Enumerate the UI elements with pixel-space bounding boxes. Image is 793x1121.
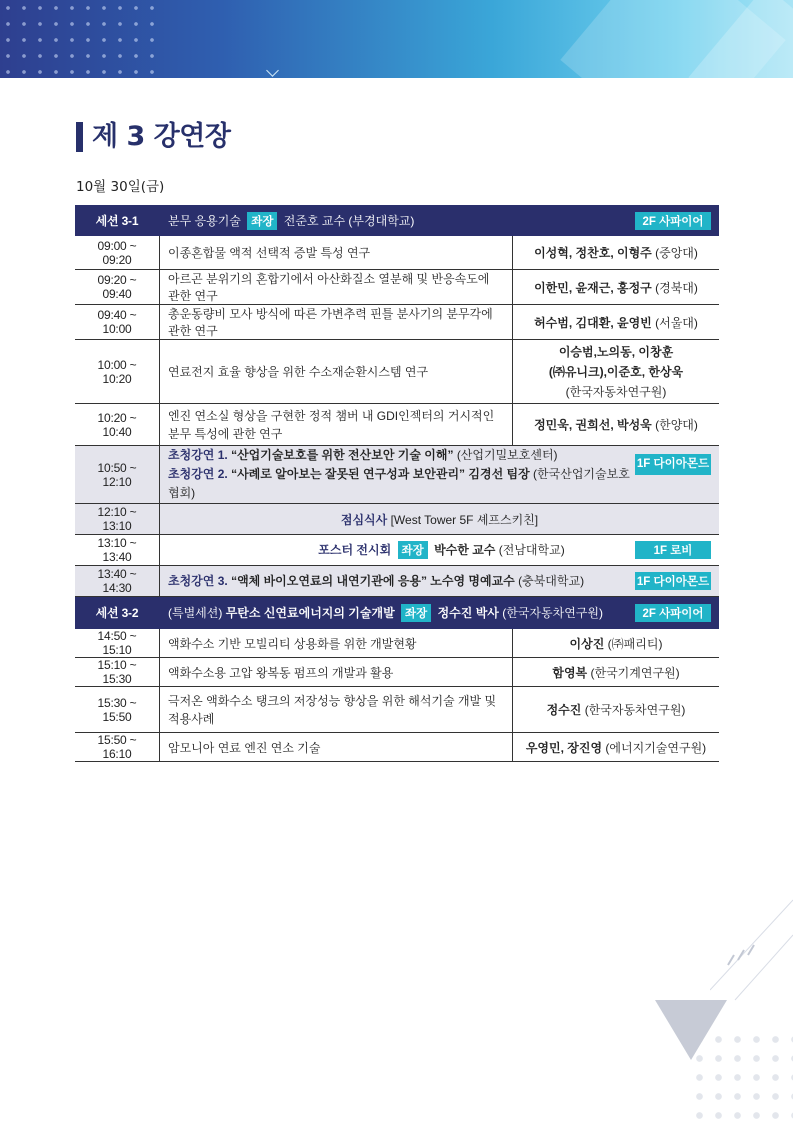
author-affiliation: (한국자동차연구원): [565, 384, 667, 399]
table-row: [75, 236, 719, 270]
author-affiliation: (한국기계연구원): [590, 665, 680, 680]
talk-authors: [513, 270, 720, 305]
page-title: 제 3 강연장: [92, 121, 231, 152]
time-slot: 15:30 ~ 15:50: [75, 687, 160, 733]
room-badge: 2F 사파이어: [635, 604, 711, 622]
session-header: [75, 597, 719, 629]
author-affiliation: (에너지기술연구원): [605, 740, 707, 755]
poster-chair: 박수한 교수: [434, 543, 496, 557]
author-names: 이성혁, 정찬호, 이형주: [534, 246, 652, 260]
invited-talk-row: [75, 566, 719, 597]
table-row: [75, 733, 719, 762]
talk-authors: [513, 305, 720, 340]
session-topic: 분무 응용기술: [168, 213, 241, 228]
author-names: 정수진: [546, 703, 582, 717]
chair-badge: 좌장: [401, 604, 431, 622]
session-chair: 정수진 박사: [437, 605, 499, 620]
invited-title: “산업기술보호를 위한 전산보안 기술 이해”: [231, 448, 454, 462]
talk-authors: [513, 340, 720, 404]
lunch-place: [West Tower 5F 셰프스키친]: [390, 512, 539, 527]
session-info: [160, 597, 720, 629]
session-prefix: (특별세션): [168, 605, 223, 620]
time-slot: 09:20 ~ 09:40: [75, 270, 160, 305]
time-slot: 09:40 ~ 10:00: [75, 305, 160, 340]
session-label: 세션 3-2: [75, 597, 160, 629]
chair-badge: 좌장: [247, 212, 277, 230]
table-row: [75, 270, 719, 305]
time-slot: 13:10 ~ 13:40: [75, 535, 160, 566]
schedule-date: 10월 30일(금): [76, 179, 165, 195]
invited-org: (충북대학교): [518, 574, 585, 588]
author-names: 이한민, 윤재근, 홍정구: [534, 280, 652, 295]
invited-talks: [160, 446, 720, 504]
time-slot: 15:50 ~ 16:10: [75, 733, 160, 762]
talk-authors: [513, 629, 720, 658]
talk-title: 연료전지 효율 향상을 위한 수소재순환시스템 연구: [160, 340, 513, 404]
table-row: [75, 687, 719, 733]
time-slot: 10:20 ~ 10:40: [75, 404, 160, 446]
room-badge: 1F 다이아몬드: [635, 572, 711, 590]
invited-title: “액체 바이오연료의 내연기관에 응용”: [231, 574, 427, 588]
room-badge: 1F 다이아몬드: [635, 454, 711, 475]
talk-authors: [513, 658, 720, 687]
author-affiliation: (서울대): [655, 315, 698, 330]
table-row: [75, 629, 719, 658]
lunch-info: [160, 504, 720, 535]
decorative-triangle: [655, 1000, 727, 1060]
talk-title: 아르곤 분위기의 혼합기에서 아산화질소 열분해 및 반응속도에 관한 연구: [160, 270, 513, 305]
author-names: 함영복: [552, 665, 588, 680]
author-names: 정민욱, 권희선, 박성욱: [534, 418, 652, 432]
time-slot: 12:10 ~ 13:10: [75, 504, 160, 535]
talk-authors: [513, 404, 720, 446]
room-badge: 2F 사파이어: [635, 212, 711, 230]
poster-info: [160, 535, 720, 566]
author-affiliation: (㈜패리티): [607, 636, 663, 651]
invited-speaker: 노수영 명예교수: [430, 574, 515, 588]
time-slot: 10:50 ~ 12:10: [75, 446, 160, 504]
invited-talk-1: [168, 446, 711, 465]
author-affiliation: (경북대): [655, 280, 698, 295]
session-org: (한국자동차연구원): [502, 605, 603, 620]
poster-org: (전남대학교): [498, 543, 565, 557]
author-names: 허수범, 김대환, 윤영빈: [534, 315, 652, 330]
author-affiliation: (한양대): [655, 418, 698, 432]
invited-org: (산업기밀보호센터): [456, 448, 558, 462]
poster-row: [75, 535, 719, 566]
table-row: [75, 340, 719, 404]
talk-title: 암모니아 연료 엔진 연소 기술: [160, 733, 513, 762]
session-topic: 무탄소 신연료에너지의 기술개발: [225, 605, 395, 620]
author-names: 이상진: [569, 636, 605, 651]
invited-title: “사례로 알아보는 잘못된 연구성과 보안관리”: [231, 467, 466, 481]
time-slot: 15:10 ~ 15:30: [75, 658, 160, 687]
title-accent-bar: [76, 122, 83, 152]
table-row: [75, 658, 719, 687]
time-slot: 14:50 ~ 15:10: [75, 629, 160, 658]
author-affiliation: (한국자동차연구원): [584, 703, 686, 717]
invited-talk-2: [168, 465, 711, 503]
session-chair: 전준호 교수 (부경대학교): [283, 213, 415, 228]
chair-badge: 좌장: [398, 541, 428, 559]
schedule-table: [75, 205, 719, 762]
chevron-down-icon: [266, 64, 279, 77]
lunch-row: [75, 504, 719, 535]
time-slot: 13:40 ~ 14:30: [75, 566, 160, 597]
decorative-lines: [710, 895, 793, 1015]
session-info: [160, 206, 720, 236]
talk-title: 액화수소용 고압 왕복동 펌프의 개발과 활용: [160, 658, 513, 687]
invited-label: 초청강연 1.: [168, 448, 228, 462]
lunch-label: 점심식사: [340, 512, 388, 527]
talk-title: 엔진 연소실 형상을 구현한 정적 챔버 내 GDI인젝터의 거시적인 분무 특성에 관한 연구: [160, 404, 513, 446]
talk-title: 극저온 액화수소 탱크의 저장성능 향상을 위한 해석기술 개발 및 적용사례: [160, 687, 513, 733]
table-row: [75, 305, 719, 340]
talk-title: 액화수소 기반 모빌리티 상용화를 위한 개발현황: [160, 629, 513, 658]
session-label: 세션 3-1: [75, 206, 160, 236]
room-badge: 1F 로비: [635, 541, 711, 559]
talk-authors: [513, 236, 720, 270]
talk-title: 총운동량비 모사 방식에 따른 가변추력 핀틀 분사기의 분무각에 관한 연구: [160, 305, 513, 340]
author-affiliation: (중앙대): [655, 246, 698, 260]
header-banner: [0, 0, 793, 78]
time-slot: 09:00 ~ 09:20: [75, 236, 160, 270]
time-slot: 10:00 ~ 10:20: [75, 340, 160, 404]
author-names-line1: 이승범,노의동, 이창훈: [558, 344, 674, 359]
table-row: [75, 404, 719, 446]
author-names: 우영민, 장진영: [525, 740, 603, 755]
author-names-line2: (㈜유니크),이준호, 한상욱: [548, 364, 684, 379]
banner-dot-pattern: [0, 0, 160, 78]
session-header: [75, 206, 719, 236]
poster-label: 포스터 전시회: [318, 543, 392, 557]
invited-talks-row: [75, 446, 719, 504]
talk-authors: [513, 733, 720, 762]
invited-org: (한국산업기술보호협회): [168, 467, 630, 500]
talk-title: 이종혼합물 액적 선택적 증발 특성 연구: [160, 236, 513, 270]
invited-talk-3: [160, 566, 720, 597]
talk-authors: [513, 687, 720, 733]
invited-speaker: 김경선 팀장: [468, 467, 530, 481]
poster-line: [168, 541, 711, 559]
invited-label: 초청강연 3.: [168, 574, 228, 588]
invited-label: 초청강연 2.: [168, 467, 228, 481]
